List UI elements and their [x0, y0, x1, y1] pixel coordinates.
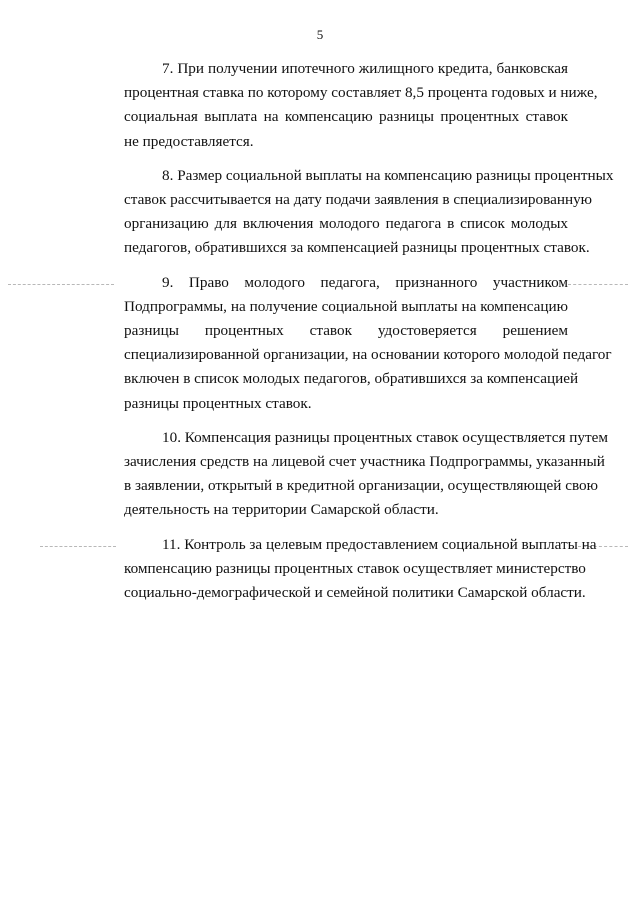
- page-number: 5: [316, 27, 324, 42]
- paragraph-line: 11. Контроль за целевым предоставлением социальной выплаты на: [162, 535, 597, 553]
- paragraph-line: ставок рассчитывается на дату подачи заявления в специализированную: [124, 191, 593, 209]
- scan-artifact-line: [568, 284, 628, 285]
- paragraph-line: зачисления средств на лицевой счет участника Подпрограммы, указанный: [124, 453, 605, 471]
- paragraph-line: 9. Право молодого педагога, признанного участником: [162, 273, 568, 291]
- paragraph-line: разницы процентных ставок.: [124, 394, 312, 412]
- paragraph-line: Подпрограммы, на получение социальной выплаты на компенсацию: [124, 297, 568, 315]
- paragraph-line: включен в список молодых педагогов, обратившихся за компенсацией: [124, 370, 579, 388]
- paragraph-line: разницы процентных ставок удостоверяется решением: [124, 322, 568, 340]
- paragraph-line: 10. Компенсация разницы процентных ставок осуществляется путем: [162, 428, 608, 446]
- paragraph-line: 8. Размер социальной выплаты на компенсацию разницы процентных: [162, 166, 614, 184]
- paragraph-8: [86, 164, 614, 261]
- paragraph-line: не предоставляется.: [124, 132, 254, 150]
- paragraph-9: [86, 271, 612, 416]
- paragraph-line: педагогов, обратившихся за компенсацией разницы процентных ставок.: [124, 239, 590, 257]
- paragraph-7: [86, 57, 598, 154]
- paragraph-line: социальная выплата на компенсацию разницы процентных ставок: [124, 108, 568, 126]
- paragraph-line: социально-демографической и семейной политики Самарской области.: [124, 584, 586, 602]
- paragraph-line: деятельность на территории Самарской области.: [124, 501, 439, 519]
- paragraph-line: компенсацию разницы процентных ставок осуществляет министерство: [124, 559, 586, 577]
- paragraph-line: специализированной организации, на основании которого молодой педагог: [124, 346, 612, 364]
- paragraph-10: [86, 426, 608, 523]
- paragraph-line: организацию для включения молодого педагога в список молодых: [124, 215, 568, 233]
- paragraph-11: [86, 533, 597, 606]
- document-body: [86, 57, 614, 605]
- paragraph-line: в заявлении, открытый в кредитной организации, осуществляющей свою: [124, 477, 598, 495]
- paragraph-line: 7. При получении ипотечного жилищного кредита, банковская: [162, 60, 568, 77]
- paragraph-line: процентная ставка по которому составляет 8,5 процента годовых и ниже,: [124, 84, 598, 102]
